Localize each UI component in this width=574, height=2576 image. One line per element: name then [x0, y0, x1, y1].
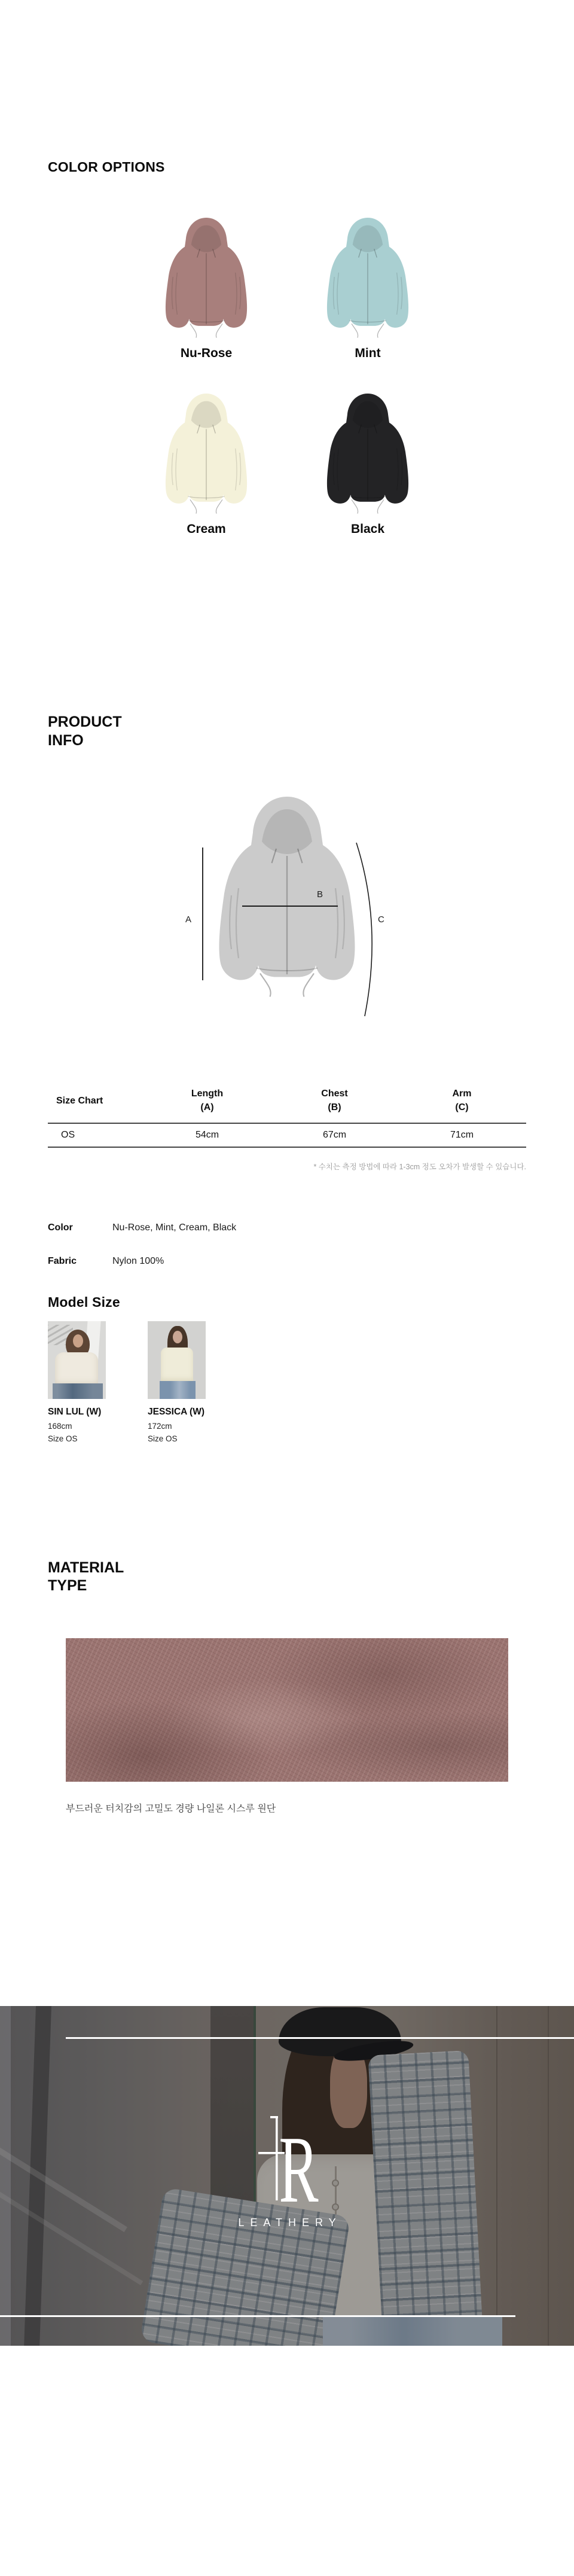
- product-info-section: [48, 713, 526, 1445]
- jacket-image-cream: [152, 388, 260, 517]
- measurement-diagram: [185, 782, 389, 1021]
- measure-line-b: [242, 906, 338, 907]
- product-info-heading-line2: INFO: [48, 731, 84, 749]
- model-cards: [48, 1321, 526, 1445]
- color-options-grid: [126, 212, 448, 536]
- model-jeans: [53, 1383, 103, 1399]
- jacket-image-mint: [314, 212, 422, 342]
- color-label: Black: [350, 522, 385, 536]
- size-chart-data-row: [48, 1124, 526, 1147]
- color-label: Mint: [355, 346, 381, 360]
- spec-row-fabric: [48, 1256, 526, 1267]
- diagram-label-b: B: [317, 889, 323, 900]
- jacket-image-black: [314, 388, 422, 517]
- jacket-silhouette: [197, 788, 377, 1003]
- cell-chest: 67cm: [322, 1130, 347, 1141]
- bottom-whitespace: [0, 2346, 574, 2533]
- size-chart-header-row: [48, 1081, 526, 1123]
- brand-wordmark: LEATHERY: [238, 2216, 342, 2229]
- fabric-caption: 부드러운 터치감의 고밀도 경량 나일론 시스루 원단: [66, 1803, 276, 1814]
- model-card-jessica: [148, 1321, 206, 1445]
- color-card-black: [287, 388, 448, 536]
- measure-curve-c: [352, 842, 387, 1018]
- color-options-section: [48, 0, 526, 536]
- size-note: * 수치는 측정 방법에 따라 1-3cm 정도 오차가 발생할 수 있습니다.: [313, 1163, 526, 1172]
- product-info-heading-line1: PRODUCT: [48, 714, 122, 730]
- spec-label: Color: [48, 1223, 73, 1233]
- table-divider-bottom: [48, 1147, 526, 1148]
- spec-list: [48, 1223, 526, 1267]
- svg-text:R: R: [279, 2115, 319, 2205]
- model-detail: 168cm Size OS: [48, 1422, 78, 1443]
- model-photo: [48, 1321, 106, 1399]
- model-size-heading: Model Size: [48, 1294, 120, 1310]
- color-options-heading: COLOR OPTIONS: [48, 159, 165, 175]
- color-card-nu-rose: [126, 212, 287, 361]
- measure-line-a: [202, 848, 203, 980]
- spec-row-color: [48, 1223, 526, 1233]
- model-photo: [148, 1321, 206, 1399]
- color-label: Cream: [187, 522, 226, 536]
- spec-value: Nu-Rose, Mint, Cream, Black: [112, 1223, 237, 1233]
- column-header-chest: Chest (B): [321, 1089, 348, 1113]
- cell-length: 54cm: [195, 1130, 219, 1141]
- material-heading-line2: TYPE: [48, 1577, 87, 1595]
- cell-size: OS: [61, 1130, 75, 1141]
- diagram-label-a: A: [185, 914, 192, 925]
- model-name: SIN LUL (W): [48, 1407, 102, 1417]
- decor-line-top: [66, 2037, 574, 2039]
- size-chart-table: [48, 1081, 526, 1148]
- model-tee: [161, 1348, 193, 1382]
- color-card-cream: [126, 388, 287, 536]
- color-card-mint: [287, 212, 448, 361]
- product-info-heading: [48, 713, 526, 749]
- spec-label: Fabric: [48, 1256, 77, 1267]
- model-detail: 172cm Size OS: [148, 1422, 178, 1443]
- material-heading: [48, 1559, 526, 1595]
- model-jeans: [160, 1381, 196, 1399]
- size-chart-corner-header: Size Chart: [56, 1095, 103, 1106]
- material-heading-line1: MATERIAL: [48, 1559, 124, 1576]
- fabric-swatch-image: [66, 1638, 508, 1782]
- color-label: Nu-Rose: [180, 346, 233, 360]
- jacket-image-nu-rose: [152, 212, 260, 342]
- material-section: [48, 1559, 526, 1815]
- model-name: JESSICA (W): [148, 1407, 205, 1417]
- cell-arm: 71cm: [450, 1130, 474, 1141]
- model-card-sinlul: [48, 1321, 106, 1445]
- brand-monogram-logo: [256, 2115, 322, 2205]
- model-size-section: [48, 1294, 526, 1445]
- brand-banner: [0, 2006, 574, 2346]
- column-header-arm: Arm (C): [452, 1089, 472, 1113]
- decor-line-bottom: [0, 2315, 515, 2317]
- diagram-label-c: C: [378, 914, 384, 925]
- model-blouse: [55, 1352, 98, 1387]
- column-header-length: Length (A): [191, 1089, 224, 1113]
- spec-value: Nylon 100%: [112, 1256, 164, 1267]
